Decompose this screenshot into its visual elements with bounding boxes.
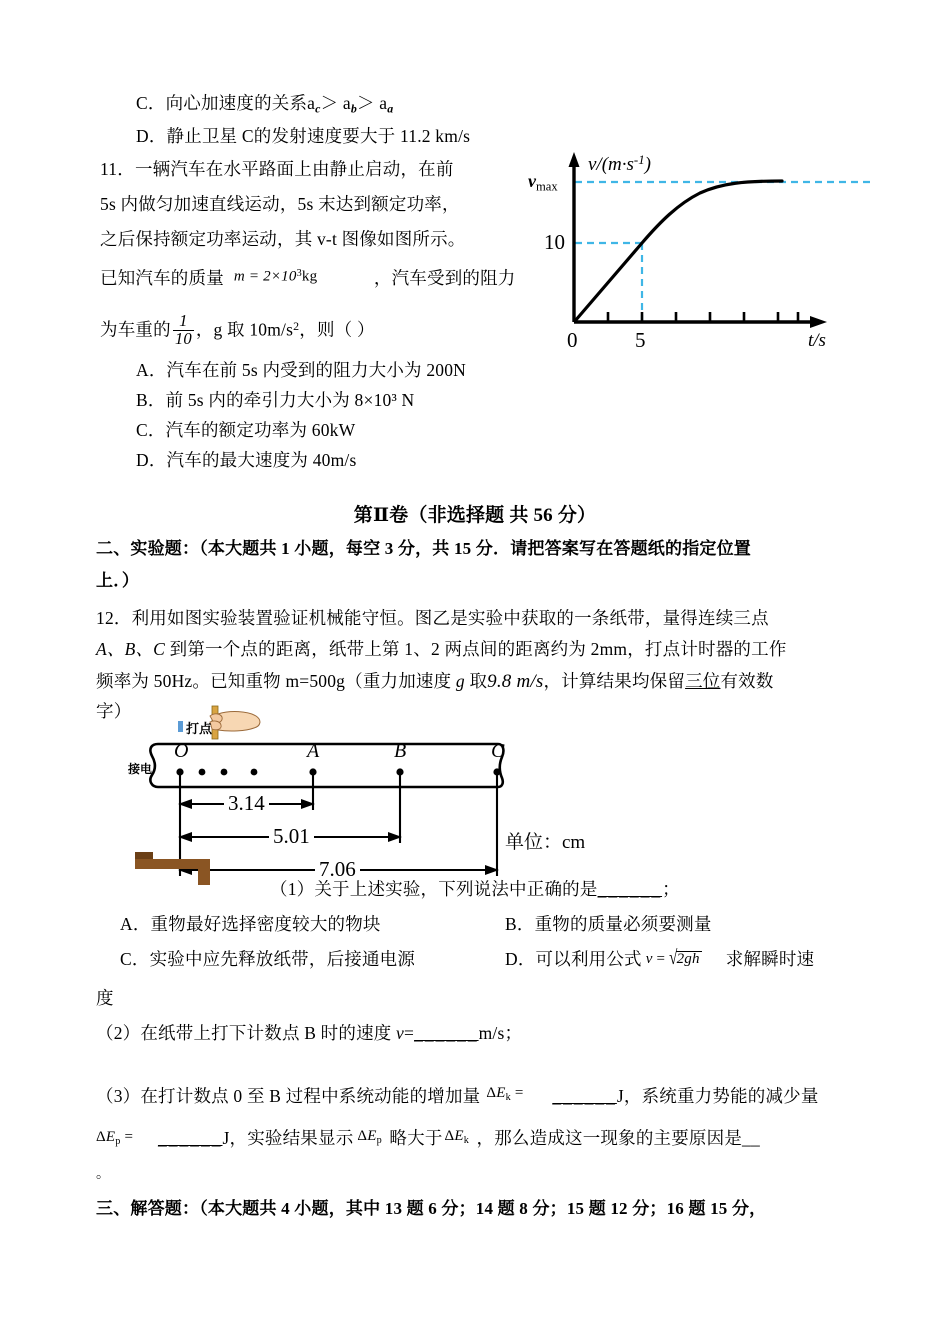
q11-line5-mid: ，g 取 10m/s — [195, 319, 294, 340]
q12-part2-v: v — [396, 1023, 405, 1043]
q11-line5-sup: 2 — [293, 318, 300, 333]
q12-line3-mid: 取 — [464, 671, 488, 691]
q12-p1-option-c: C．实验中应先释放纸带，后接通电源 — [120, 949, 416, 969]
q12-g-value: 9.8 m/s — [487, 671, 544, 692]
q11-line5-prefix: 为车重的 — [100, 319, 171, 340]
label-jiedian: 接电 — [128, 762, 153, 776]
x-axis-label: t/s — [808, 330, 826, 351]
dimension-label-706: 7.06 — [315, 857, 360, 882]
q12-part3-compare: 略大于 — [389, 1128, 443, 1148]
y-tick-vmax-subscript: max — [536, 179, 558, 194]
q10-option-c-mid: ＞ a — [320, 93, 351, 113]
q11-line2: 5s 内做匀加速直线运动，5s 末达到额定功率， — [100, 194, 460, 214]
section2-line1: 二、实验题：（本大题共 1 小题，每空 3 分，共 15 分．请把答案写在答题纸的指定位置 — [96, 539, 751, 558]
q12-p1-option-d — [505, 948, 815, 970]
delta-ep-symbol-2: $\Delta E_p$ — [357, 1128, 382, 1146]
q12-line3-end: 有效数 — [720, 671, 774, 691]
q12-p1-option-b: B．重物的质量必须要测量 — [505, 914, 712, 934]
tape-point-label-A: A — [307, 740, 320, 762]
q12-l2b: 、B — [106, 639, 136, 659]
q12-underlined-text: 三位 — [685, 671, 721, 691]
q12-line3 — [96, 672, 774, 691]
q12-part1-stem — [270, 881, 680, 899]
vt-graph-svg — [520, 140, 920, 365]
q12-g-symbol: g — [455, 671, 465, 691]
q11-option-a: A．汽车在前 5s 内受到的阻力大小为 200N — [136, 360, 467, 380]
q11-option-d: D．汽车的最大速度为 40m/s — [136, 450, 357, 470]
q12-line2 — [96, 641, 787, 659]
fraction-numerator: 1 — [179, 311, 188, 330]
q10-option-c-sub3: a — [387, 101, 394, 116]
hand-holding-rod-icon — [210, 706, 260, 739]
q12-part2 — [96, 1025, 522, 1043]
q12-point-c: 、C — [135, 639, 166, 659]
x-tick-label-5: 5 — [635, 328, 646, 352]
q12-line1: 12．利用如图实验装置验证机械能守恒。图乙是实验中获取的一条纸带，量得连续三点 — [96, 608, 769, 628]
q12-part2-blank[interactable]: ______ — [414, 1023, 479, 1043]
q11-line4-prefix: 已知汽车的质量 — [100, 268, 224, 288]
part2-title: 第Ⅱ卷（非选择题 共 56 分） — [353, 505, 597, 526]
q12-part1-blank[interactable]: ______ — [597, 879, 663, 899]
x-axis-arrow — [810, 316, 827, 328]
q12-part1-suffix: ； — [662, 879, 680, 899]
tape-point-label-C: C — [491, 740, 505, 762]
q12-part3-line3: 。 — [96, 1167, 111, 1182]
delta-ek-symbol-2: $\Delta E_k$ — [444, 1128, 470, 1146]
q12-part2-suffix: m/s； — [478, 1023, 523, 1043]
q12-line3-suffix: ，计算结果均保留 — [543, 671, 686, 691]
tape-point-label-B: B — [394, 740, 407, 762]
q12-part3-prefix: （3）在打计数点 0 至 B 过程中系统动能的增加量 — [96, 1086, 481, 1106]
q11-line5 — [100, 313, 375, 348]
q10-option-d: D．静止卫星 C的发射速度要大于 11.2 km/s — [136, 126, 471, 146]
tape-outline — [150, 744, 503, 787]
delta-ek-symbol: $\Delta E_k$ = — [486, 1085, 524, 1103]
q12-p1-option-d-suffix: 求解瞬时速 — [725, 949, 815, 969]
q11-line1: 11．一辆汽车在水平路面上由静止启动，在前 — [100, 159, 454, 179]
tape-point-label-O: O — [174, 740, 189, 762]
q12-p1-option-d-prefix: D．可以利用公式 — [505, 949, 642, 969]
y-axis-label-end: ) — [644, 153, 651, 175]
delta-ep-symbol: $\Delta E_p$ = — [96, 1129, 134, 1147]
q12-line2-rest: 到第一个点的距离，纸带上第 1、2 两点间的距离约为 2mm，打点计时器的工作 — [165, 639, 787, 659]
section2-line2: 上．） — [96, 571, 140, 590]
q11-line4 — [100, 270, 516, 288]
q11-option-b: B．前 5s 内的牵引力大小为 8×10³ N — [136, 390, 415, 410]
q12-part1-prefix: （1）关于上述实验，下列说法中正确的是 — [270, 879, 598, 899]
vt-curve — [575, 181, 782, 321]
sqrt-formula: v = √2gh — [645, 948, 700, 970]
q12-part3-line2 — [96, 1130, 760, 1148]
q12-part3-line1 — [96, 1085, 819, 1106]
q11-line3: 之后保持额定功率运动，其 v-t 图像如图所示。 — [100, 229, 466, 249]
y-tick-vmax-symbol: v — [528, 171, 536, 191]
dimension-label-501: 5.01 — [269, 824, 314, 849]
q10-option-c-text: C．向心加速度的关系a — [136, 93, 316, 113]
q12-p1-option-d-wrap: 度 — [96, 988, 114, 1008]
q12-part3-mid: J，系统重力势能的减少量 — [616, 1086, 819, 1106]
y-tick-label-10: 10 — [544, 230, 565, 254]
fraction-denominator: 10 — [174, 328, 192, 348]
q12-part2-eq: = — [404, 1023, 415, 1043]
q11-mass-formula: $m = 2\times 10^3kg$ — [233, 268, 318, 285]
q12-p1-option-a: A．重物最好选择密度较大的物块 — [120, 914, 381, 934]
q12-line3-prefix: 频率为 50Hz。已知重物 m=500g（重力加速度 — [96, 671, 456, 691]
q11-option-c: C．汽车的额定功率为 60kW — [136, 420, 356, 440]
y-axis-label-main: v/(m·s — [588, 153, 634, 175]
timer-marker-icon — [178, 721, 183, 732]
label-dianji: 打点 — [186, 721, 213, 736]
dimension-label-314: 3.14 — [224, 791, 269, 816]
q12-part3-blank2[interactable]: ______ — [158, 1128, 223, 1148]
x-origin-label: 0 — [567, 328, 578, 352]
q10-option-c-sub1: c — [315, 101, 321, 116]
q12-line4: 字） — [96, 701, 132, 721]
q10-option-c — [136, 95, 393, 115]
q12-part3-line2-mid: J，实验结果显示 — [222, 1128, 354, 1148]
q10-option-c-sub2: b — [350, 101, 358, 116]
q11-line4-suffix: ，汽车受到的阻力 — [373, 268, 516, 288]
fraction-one-tenth — [173, 313, 194, 348]
tape-unit-label: 单位：cm — [505, 832, 586, 853]
q12-part3-blank1[interactable]: ______ — [552, 1086, 617, 1106]
wooden-stand-icon — [135, 852, 210, 885]
q11-line5-suffix: ，则（ ） — [299, 319, 375, 340]
section3-header: 三、解答题：（本大题共 4 小题，其中 13 题 6 分；14 题 8 分；15 题 12 分；16 题 15 分， — [96, 1199, 767, 1218]
y-axis-label-sup: -1 — [633, 152, 645, 167]
y-axis-arrow — [569, 152, 580, 167]
y-axis-label — [588, 152, 651, 176]
q10-option-c-mid2: ＞ a — [357, 93, 388, 113]
velocity-time-graph — [520, 140, 920, 365]
q12-part3-line2-suffix: ，那么造成这一现象的主要原因是__ — [476, 1128, 760, 1148]
y-tick-label-vmax — [528, 171, 558, 195]
paper-tape-figure — [130, 700, 650, 890]
q12-point-a: A — [96, 639, 107, 659]
q12-part2-prefix: （2）在纸带上打下计数点 B 时的速度 — [96, 1023, 397, 1043]
